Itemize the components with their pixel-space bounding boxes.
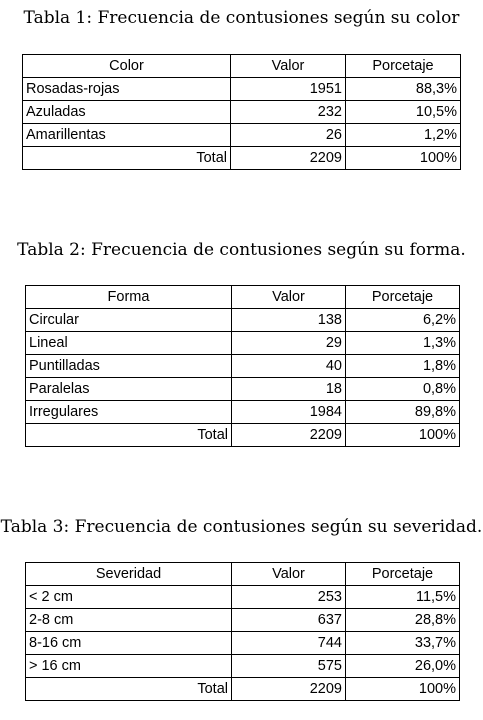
total-label-cell: Total: [23, 147, 231, 170]
percentage-cell: 11,5%: [346, 586, 460, 609]
value-cell: 18: [232, 378, 346, 401]
percentage-cell: 88,3%: [346, 78, 461, 101]
table-3-caption: Tabla 3: Frecuencia de contusiones según su severidad.: [0, 517, 483, 537]
value-cell: 138: [232, 309, 346, 332]
column-header: Color: [23, 55, 231, 78]
table-row: [23, 78, 461, 101]
value-cell: 29: [232, 332, 346, 355]
column-header: Severidad: [26, 563, 232, 586]
value-cell: 232: [231, 101, 346, 124]
row-label-cell: Lineal: [26, 332, 232, 355]
table-1: [22, 54, 461, 170]
row-label-cell: > 16 cm: [26, 655, 232, 678]
percentage-cell: 0,8%: [346, 378, 460, 401]
percentage-cell: 1,3%: [346, 332, 460, 355]
column-header: Porcetaje: [346, 563, 460, 586]
table-row: [26, 355, 460, 378]
value-cell: 575: [232, 655, 346, 678]
percentage-cell: 26,0%: [346, 655, 460, 678]
value-cell: 253: [232, 586, 346, 609]
column-header: Forma: [26, 286, 232, 309]
total-row: [26, 678, 460, 701]
row-label-cell: 2-8 cm: [26, 609, 232, 632]
table-header-row: [26, 563, 460, 586]
value-cell: 1951: [231, 78, 346, 101]
percentage-cell: 6,2%: [346, 309, 460, 332]
total-percentage-cell: 100%: [346, 147, 461, 170]
percentage-cell: 33,7%: [346, 632, 460, 655]
table-3: [25, 562, 460, 701]
percentage-cell: 89,8%: [346, 401, 460, 424]
table-row: [23, 101, 461, 124]
percentage-cell: 1,8%: [346, 355, 460, 378]
value-cell: 26: [231, 124, 346, 147]
column-header: Porcetaje: [346, 286, 460, 309]
column-header: Porcetaje: [346, 55, 461, 78]
total-row: [23, 147, 461, 170]
row-label-cell: 8-16 cm: [26, 632, 232, 655]
value-cell: 637: [232, 609, 346, 632]
percentage-cell: 10,5%: [346, 101, 461, 124]
value-cell: 744: [232, 632, 346, 655]
value-cell: 1984: [232, 401, 346, 424]
percentage-cell: 28,8%: [346, 609, 460, 632]
row-label-cell: Circular: [26, 309, 232, 332]
row-label-cell: Rosadas-rojas: [23, 78, 231, 101]
row-label-cell: < 2 cm: [26, 586, 232, 609]
total-label-cell: Total: [26, 678, 232, 701]
table-header-row: [23, 55, 461, 78]
total-label-cell: Total: [26, 424, 232, 447]
column-header: Valor: [232, 286, 346, 309]
table-row: [26, 401, 460, 424]
table-3-body: [26, 563, 460, 701]
column-header: Valor: [232, 563, 346, 586]
table-row: [26, 586, 460, 609]
row-label-cell: Paralelas: [26, 378, 232, 401]
table-2: [25, 285, 460, 447]
table-row: [26, 332, 460, 355]
table-row: [26, 309, 460, 332]
total-row: [26, 424, 460, 447]
row-label-cell: Irregulares: [26, 401, 232, 424]
table-2-body: [26, 286, 460, 447]
table-header-row: [26, 286, 460, 309]
row-label-cell: Puntilladas: [26, 355, 232, 378]
total-value-cell: 2209: [232, 678, 346, 701]
table-1-body: [23, 55, 461, 170]
table-row: [26, 378, 460, 401]
table-1-caption: Tabla 1: Frecuencia de contusiones según su color: [23, 8, 460, 28]
table-row: [23, 124, 461, 147]
table-row: [26, 609, 460, 632]
table-2-caption: Tabla 2: Frecuencia de contusiones según su forma.: [17, 240, 466, 260]
percentage-cell: 1,2%: [346, 124, 461, 147]
total-percentage-cell: 100%: [346, 424, 460, 447]
total-value-cell: 2209: [231, 147, 346, 170]
column-header: Valor: [231, 55, 346, 78]
table-row: [26, 632, 460, 655]
table-row: [26, 655, 460, 678]
total-value-cell: 2209: [232, 424, 346, 447]
value-cell: 40: [232, 355, 346, 378]
row-label-cell: Amarillentas: [23, 124, 231, 147]
total-percentage-cell: 100%: [346, 678, 460, 701]
row-label-cell: Azuladas: [23, 101, 231, 124]
